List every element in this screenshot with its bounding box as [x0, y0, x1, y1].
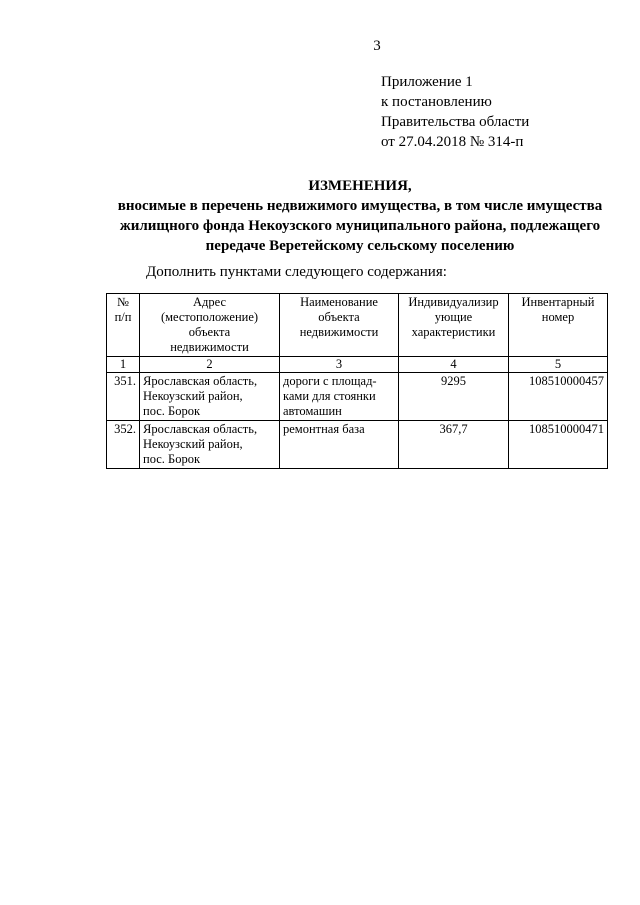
appendix-block — [381, 72, 529, 152]
row-address: Ярославская область, Некоузский район, пос. Борок — [140, 421, 280, 469]
header-inventory: Инвентарный номер — [509, 294, 608, 357]
row-characteristics: 367,7 — [399, 421, 509, 469]
row-inventory-number: 108510000457 — [509, 373, 608, 421]
index-cell: 3 — [280, 357, 399, 373]
table-row — [107, 373, 608, 421]
row-characteristics: 9295 — [399, 373, 509, 421]
index-cell: 4 — [399, 357, 509, 373]
index-cell: 1 — [107, 357, 140, 373]
heading-line: передаче Веретейскому сельскому поселению — [205, 238, 515, 254]
appendix-line: Правительства области — [381, 114, 530, 130]
row-object-name: дороги с площад- ками для стоянки автомашин — [280, 373, 399, 421]
header-characteristics: Индивидуализир ующие характеристики — [399, 294, 509, 357]
header-name: Наименование объекта недвижимости — [280, 294, 399, 357]
page-number: 3 — [373, 38, 381, 54]
table-row — [107, 421, 608, 469]
row-number: 351. — [107, 373, 140, 421]
appendix-line: от 27.04.2018 № 314-п — [381, 134, 524, 150]
intro-text: Дополнить пунктами следующего содержания: — [146, 264, 447, 280]
document-heading — [100, 176, 620, 256]
row-object-name: ремонтная база — [280, 421, 399, 469]
appendix-line: к постановлению — [381, 94, 492, 110]
table-index-row — [107, 357, 608, 373]
heading-line: жилищного фонда Некоузского муниципального района, подлежащего — [119, 218, 601, 234]
index-cell: 5 — [509, 357, 608, 373]
table-header-row — [107, 294, 608, 357]
heading-line: вносимые в перечень недвижимого имущества, в том числе имущества — [117, 198, 603, 214]
row-address: Ярославская область, Некоузский район, пос. Борок — [140, 373, 280, 421]
header-address: Адрес (местоположение) объекта недвижимости — [140, 294, 280, 357]
header-number: № п/п — [107, 294, 140, 357]
row-inventory-number: 108510000471 — [509, 421, 608, 469]
appendix-line: Приложение 1 — [381, 74, 473, 90]
heading-title: ИЗМЕНЕНИЯ, — [308, 178, 412, 194]
row-number: 352. — [107, 421, 140, 469]
index-cell: 2 — [140, 357, 280, 373]
property-table — [106, 293, 608, 469]
